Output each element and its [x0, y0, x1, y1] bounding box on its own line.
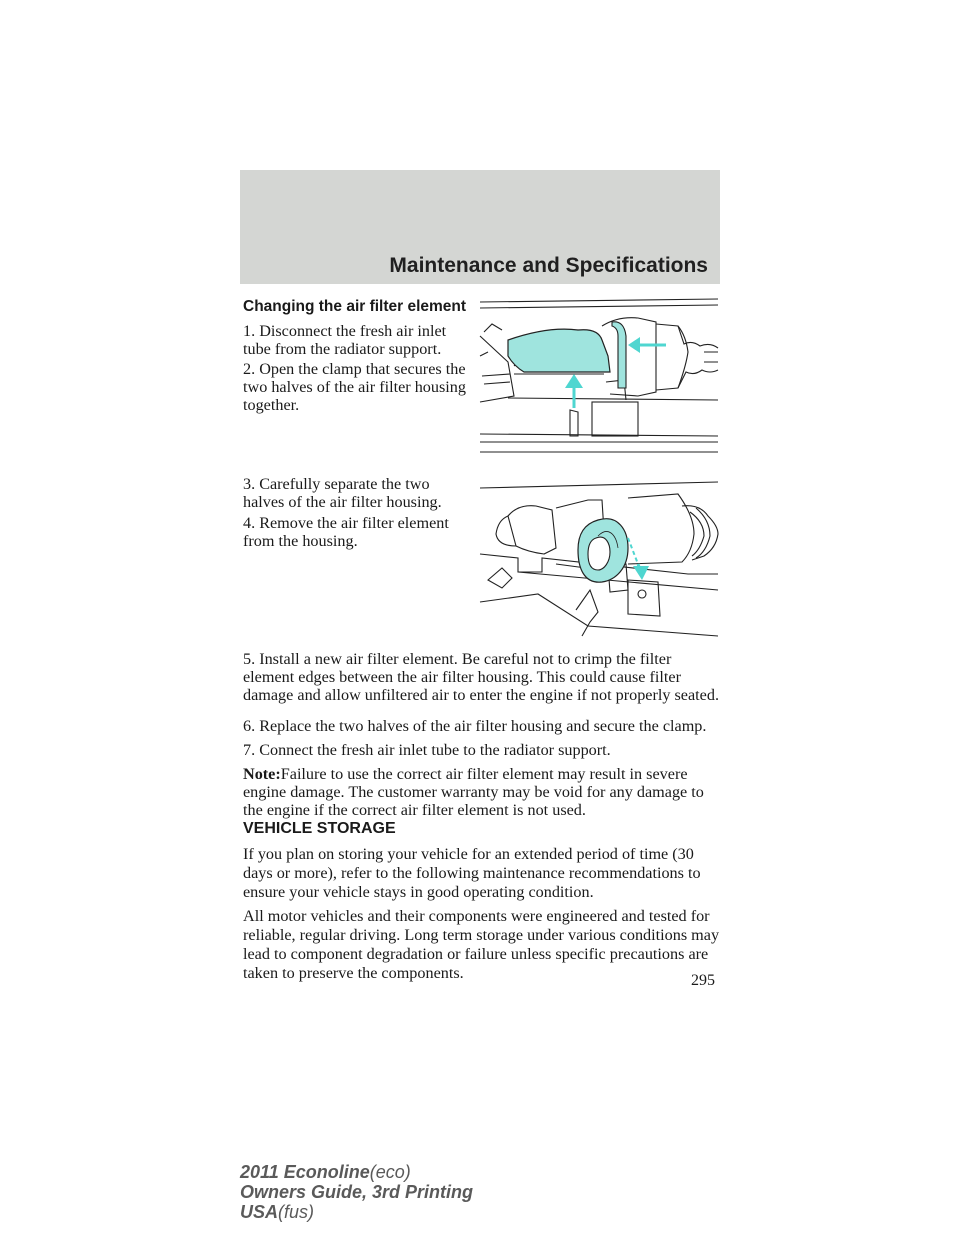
air-inlet-illustration: [478, 296, 720, 456]
note-text: Failure to use the correct air filter element may result in severe engine damage. The customer warranty may be void for any damage to the engine if the correct air filter element is not used.: [243, 765, 704, 819]
footer-market: USA: [240, 1202, 279, 1222]
storage-paragraph-1: If you plan on storing your vehicle for an extended period of time (30 days or more), refer to the following maintenance recommendations to ensure your vehicle stays in good operating condition.: [243, 845, 701, 901]
storage-heading: VEHICLE STORAGE: [243, 820, 396, 837]
footer-edition: Owners Guide, 3rd Printing: [240, 1182, 474, 1202]
step-7: 7. Connect the fresh air inlet tube to the radiator support.: [243, 741, 611, 759]
storage-paragraph-2: All motor vehicles and their components were engineered and tested for reliable, regular driving. Long term storage under various conditions may lead to component degradation or failure unless specific precautions are taken to preserve the components.: [243, 907, 720, 982]
up-arrow-icon: [565, 374, 583, 388]
subsection-title: Changing the air filter element: [243, 298, 467, 315]
note-label: Note:: [243, 765, 281, 783]
step-4: 4. Remove the air filter element from the housing.: [243, 514, 449, 550]
step-5: 5. Install a new air filter element. Be careful not to crimp the filter element edges between the air filter housing. This could cause filter damage and allow unfiltered air to enter the engine if not properly seated.: [243, 650, 719, 704]
step-3: 3. Carefully separate the two halves of the air filter housing.: [243, 475, 442, 511]
down-arrow-icon: [633, 566, 649, 580]
step-2: 2. Open the clamp that secures the two halves of the air filter housing together.: [243, 360, 466, 414]
section-header-title: Maintenance and Specifications: [389, 254, 708, 277]
clamp-highlight: [612, 322, 626, 388]
footer-model-code: (eco): [369, 1162, 411, 1182]
step-6: 6. Replace the two halves of the air filter housing and secure the clamp.: [243, 717, 707, 735]
filter-element-illustration: [478, 476, 720, 638]
footer-model: 2011 Econoline: [240, 1162, 370, 1182]
left-arrow-icon: [628, 337, 640, 353]
page-number: 295: [691, 972, 715, 989]
section-header-band: [240, 170, 720, 284]
footer-market-code: (fus): [278, 1202, 315, 1222]
document-footer: [240, 1162, 473, 1222]
inlet-tube-highlight: [508, 329, 610, 372]
note-paragraph: [243, 765, 721, 819]
step-1: 1. Disconnect the fresh air inlet tube from the radiator support.: [243, 322, 447, 358]
